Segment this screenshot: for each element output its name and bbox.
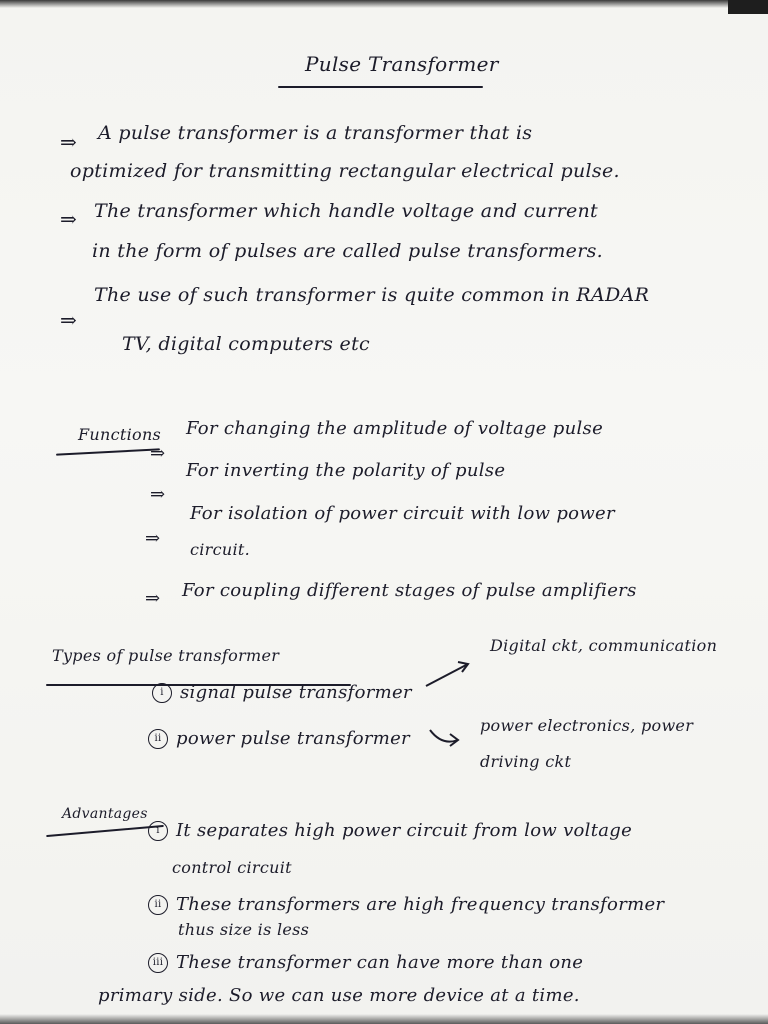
type-2-label: power pulse transformer — [176, 728, 410, 749]
advantage-1-number: i — [148, 821, 168, 841]
intro-2-marker: ⇒ — [60, 207, 78, 231]
advantage-2-line-2: thus size is less — [178, 920, 310, 939]
type-1 — [152, 682, 412, 703]
function-2-marker: ⇒ — [150, 484, 166, 505]
type-2-arrow-icon — [428, 724, 468, 754]
function-2-line-1: For inverting the polarity of pulse — [186, 460, 506, 481]
advantage-3-line-1: These transformer can have more than one — [176, 952, 584, 973]
type-1-label: signal pulse transformer — [180, 682, 412, 703]
advantage-3 — [148, 952, 583, 973]
function-1-marker: ⇒ — [150, 443, 166, 464]
advantage-1-line-1: It separates high power circuit from low voltage — [176, 820, 633, 841]
type-1-arrow-icon — [424, 652, 474, 692]
type-2-note-line-2: driving ckt — [480, 752, 572, 771]
page-bottom-shadow — [0, 1014, 768, 1024]
intro-3-marker: ⇒ — [60, 308, 78, 332]
advantage-2-line-1: These transformers are high frequency transformer — [176, 894, 665, 915]
function-4-line-1: For coupling different stages of pulse amplifiers — [182, 580, 637, 601]
functions-underline — [56, 448, 160, 455]
advantage-1-line-2: control circuit — [172, 858, 292, 877]
page-title: Pulse Transformer — [305, 52, 499, 76]
advantage-2 — [148, 894, 664, 915]
type-1-number: i — [152, 683, 172, 703]
intro-1-line-2: optimized for transmitting rectangular electrical pulse. — [70, 160, 620, 182]
advantages-underline — [46, 825, 164, 837]
function-4-marker: ⇒ — [145, 588, 161, 609]
type-2 — [148, 728, 410, 749]
type-2-number: ii — [148, 729, 168, 749]
intro-2-line-1: The transformer which handle voltage and current — [94, 200, 598, 222]
advantage-3-line-2: primary side. So we can use more device at a time. — [98, 985, 580, 1006]
title-underline — [278, 86, 483, 88]
advantage-3-number: iii — [148, 953, 168, 973]
advantage-1 — [148, 820, 632, 841]
type-1-note: Digital ckt, communication — [490, 636, 718, 655]
types-heading: Types of pulse transformer — [52, 646, 280, 665]
intro-3-line-1: The use of such transformer is quite common in RADAR — [94, 284, 650, 306]
function-1-line-1: For changing the amplitude of voltage pulse — [186, 418, 604, 439]
advantages-heading: Advantages — [62, 806, 148, 822]
function-3-line-1: For isolation of power circuit with low power — [190, 503, 615, 524]
functions-heading: Functions — [78, 425, 162, 444]
intro-1-line-1: A pulse transformer is a transformer that is — [98, 122, 533, 144]
page-corner-shadow — [728, 0, 768, 14]
type-2-note-line-1: power electronics, power — [480, 716, 694, 735]
intro-1-marker: ⇒ — [60, 130, 78, 154]
intro-3-line-2: TV, digital computers etc — [122, 333, 370, 355]
function-3-line-2: circuit. — [190, 540, 251, 559]
intro-2-line-2: in the form of pulses are called pulse transformers. — [92, 240, 603, 262]
page-top-shadow — [0, 0, 768, 8]
function-3-marker: ⇒ — [145, 528, 161, 549]
advantage-2-number: ii — [148, 895, 168, 915]
